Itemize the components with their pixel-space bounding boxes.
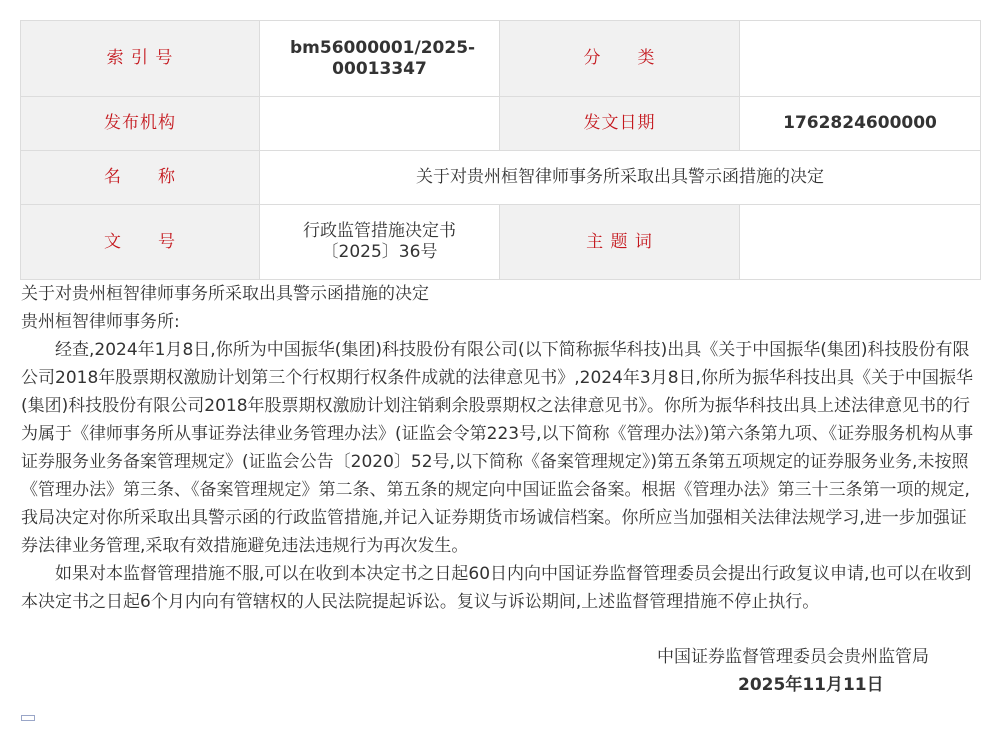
broken-image-icon bbox=[21, 715, 35, 721]
category-value bbox=[740, 21, 981, 97]
metadata-row-name bbox=[21, 151, 981, 205]
issuing-organization: 中国证券监督管理委员会贵州监管局 bbox=[657, 647, 929, 667]
signature-block bbox=[600, 643, 1000, 699]
publisher-value bbox=[260, 97, 500, 151]
keywords-value bbox=[740, 205, 981, 280]
index-number-label: 索 引 号 bbox=[21, 21, 260, 97]
document-number-label: 文 号 bbox=[21, 205, 260, 280]
document-body bbox=[21, 280, 981, 616]
document-title: 关于对贵州桓智律师事务所采取出具警示函措施的决定 bbox=[21, 284, 429, 304]
category-label: 分 类 bbox=[500, 21, 740, 97]
index-number-value: bm56000001/2025-00013347 bbox=[260, 21, 500, 97]
body-paragraph-appeal: 如果对本监督管理措施不服,可以在收到本决定书之日起60日内向中国证券监督管理委员会提出行政复议申请,也可以在收到本决定书之日起6个月内向有管辖权的人民法院提起诉讼。复议与诉讼期间,上述监督管理措施不停止执行。 bbox=[21, 564, 972, 612]
issue-date: 2025年11月11日 bbox=[738, 675, 884, 695]
metadata-row-publisher bbox=[21, 97, 981, 151]
document-name-value: 关于对贵州桓智律师事务所采取出具警示函措施的决定 bbox=[260, 151, 981, 205]
keywords-label: 主 题 词 bbox=[500, 205, 740, 280]
publish-date-value: 1762824600000 bbox=[740, 97, 981, 151]
addressee: 贵州桓智律师事务所: bbox=[21, 312, 180, 332]
publish-date-label: 发文日期 bbox=[500, 97, 740, 151]
document-number-line2: 〔2025〕36号 bbox=[321, 242, 438, 262]
document-number-line1: 行政监管措施决定书 bbox=[303, 221, 456, 241]
metadata-row-index bbox=[21, 21, 981, 97]
document-number-value bbox=[260, 205, 500, 280]
publisher-label: 发布机构 bbox=[21, 97, 260, 151]
document-metadata-table bbox=[20, 20, 981, 280]
document-name-label: 名 称 bbox=[21, 151, 260, 205]
body-paragraph-findings: 经查,2024年1月8日,你所为中国振华(集团)科技股份有限公司(以下简称振华科技)出具《关于中国振华(集团)科技股份有限公司2018年股票期权激励计划第三个行权期行权条件成就的法律意见书》,2024年3月8日,你所为振华科技出具《关于中国振华(集团)科技股份有限公司2018年股票期权激励计划注销剩余股票期权之法律意见书》。你所为振华科技出具上述法律意见书的行为属于《律师事务所从事证券法律业务管理办法》(证监会令第223号,以下简称《管理办法》)第六条第九项、《证券服务机构从事证券服务业务备案管理规定》(证监会公告〔2020〕52号,以下简称《备案管理规定》)第五条第五项规定的证券服务业务,未按照《管理办法》第三条、《备案管理规定》第二条、第五条的规定向中国证监会备案。根据《管理办法》第三十三条第一项的规定,我局决定对你所采取出具警示函的行政监管措施,并记入证券期货市场诚信档案。你所应当加强相关法律法规学习,进一步加强证券法律业务管理,采取有效措施避免违法违规行为再次发生。 bbox=[21, 340, 974, 556]
metadata-row-docno bbox=[21, 205, 981, 280]
